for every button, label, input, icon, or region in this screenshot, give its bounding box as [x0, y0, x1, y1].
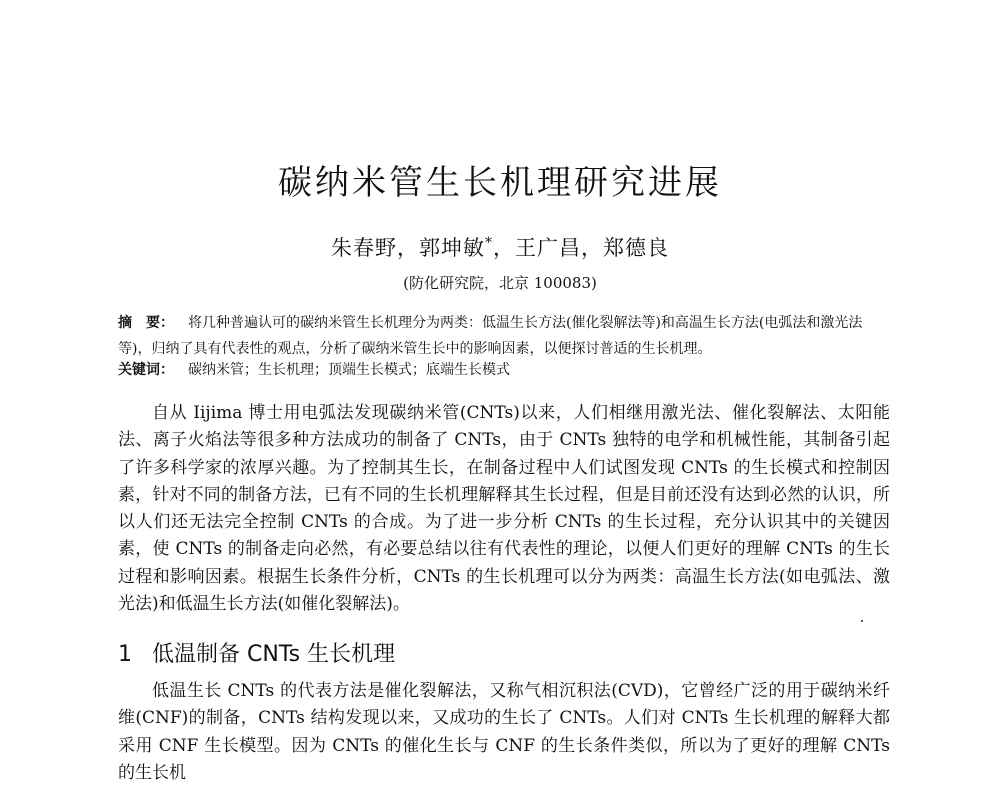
corresponding-author-mark: * — [485, 235, 493, 251]
scan-speck — [861, 620, 863, 622]
keywords-text: 碳纳米管；生长机理；顶端生长模式；底端生长模式 — [188, 362, 510, 378]
keywords-label: 关键词： — [118, 362, 174, 378]
paper-title: 碳纳米管生长机理研究进展 — [278, 163, 722, 203]
affiliation: (防化研究院，北京 100083) — [403, 274, 597, 292]
authors-rest: ，王广昌，郑德良 — [493, 236, 669, 260]
keywords — [118, 357, 890, 383]
abstract — [118, 310, 890, 362]
section-paragraph: 低温生长 CNTs 的代表方法是催化裂解法，又称气相沉积法(CVD)，它曾经广泛的用于碳纳米纤维(CNF)的制备，CNTs 结构发现以来，又成功的生长了 CNTs。人们对 CNTs 生长机理的解释大都采用 CNF 生长模型。因为 CNTs 的催化生长与 CNF 的生长条件类似，所以为了更好的理解 CNTs 的生长机 — [118, 681, 890, 783]
section-heading — [118, 637, 395, 668]
author-list — [0, 232, 1000, 262]
section-title: 低温制备 CNTs 生长机理 — [152, 642, 396, 667]
intro-paragraph: 自从 Iijima 博士用电弧法发现碳纳米管(CNTs)以来，人们相继用激光法、催化裂解法、太阳能法、离子火焰法等很多种方法成功的制备了 CNTs，由于 CNTs 独特的电学和机械性能，其制备引起了许多科学家的浓厚兴趣。为了控制其生长，在制备过程中人们试图发现 CNTs 的生长模式和控制因素，针对不同的制备方法，已有不同的生长机理解释其生长过程，但是目前还没有达到必然的认识，所以人们还无法完全控制 CNTs 的合成。为了进一步分析 CNTs 的生长过程，充分认识其中的关键因素，使 CNTs 的制备走向必然，有必要总结以往有代表性的理论，以便人们更好的理解 CNTs 的生长过程和影响因素。根据生长条件分析，CNTs 的生长机理可以分为两类：高温生长方法(如电弧法、激光法)和低温生长方法(如催化裂解法)。 — [118, 403, 890, 615]
abstract-text: 将几种普遍认可的碳纳米管生长机理分为两类：低温生长方法(催化裂解法等)和高温生长方法(电弧法和激光法等)，归纳了具有代表性的观点，分析了碳纳米管生长中的影响因素，以便探讨普适的生长机理。 — [118, 315, 863, 357]
section-number: 1 — [118, 642, 132, 667]
authors-first: 朱春野，郭坤敏 — [331, 236, 485, 260]
abstract-label: 摘 要： — [118, 315, 174, 331]
